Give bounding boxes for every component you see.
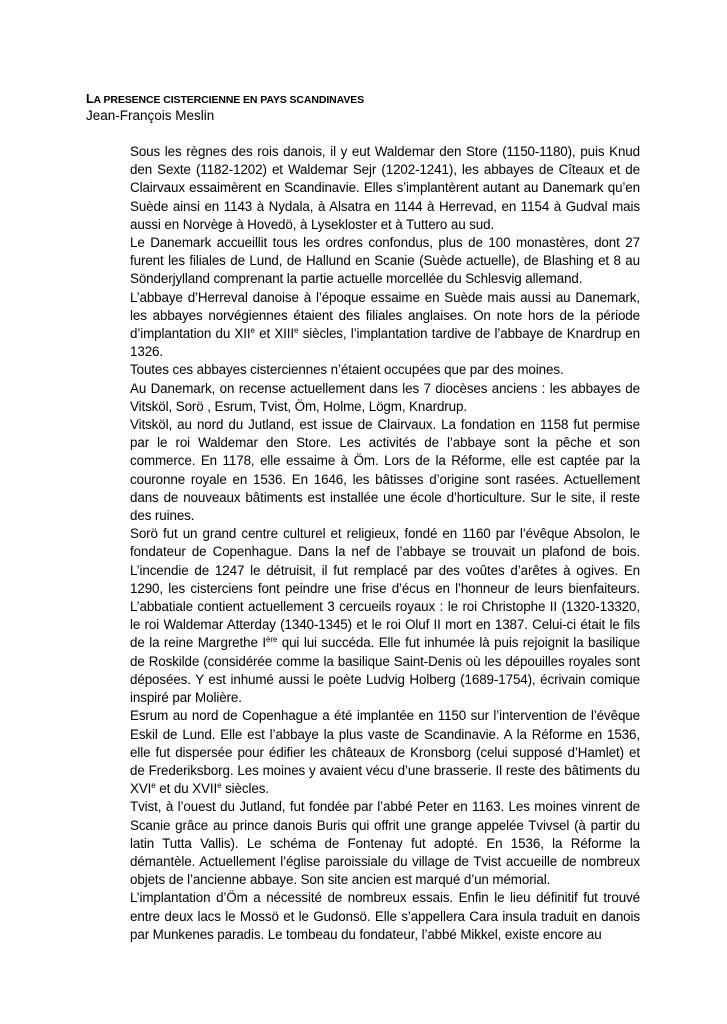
paragraph: Esrum au nord de Copenhague a été implantée en 1150 sur l’intervention de l’évêque Eskil de Lund. Elle est l’abbaye la plus vaste de Scandinavie. A la Réforme en 1536, elle fut dispersée pour édifier les châteaux de Kronsborg (celui supposé d’Hamlet) et de Frederiksborg. Les moines y avaient vécu d’une brasserie. Il reste des bâtiments du XVIe et du XVIIe siècles. [130,708,640,797]
article-body [130,143,640,944]
superscript: e [217,781,222,791]
paragraph: L’abbaye d’Herreval danoise à l’époque essaime en Suède mais aussi au Danemark, les abbayes norvégiennes étaient des filiales anglaises. On note hors de la période d’implantation du XIIe et XIIIe siècles, l’implantation tardive de l’abbaye de Knardrup en 1326. [130,289,640,360]
paragraph: Sous les règnes des rois danois, il y eut Waldemar den Store (1150-1180), puis Knud den Sexte (1182-1202) et Waldemar Sejr (1202-1241), les abbayes de Cîteaux et de Clairvaux essaimèrent en Scandinavie. Elles s’implantèrent autant au Danemark qu’en Suède ainsi en 1143 à Nydala, à Alsatra en 1144 à Herrevad, en 1154 à Gudval mais aussi en Norvège à Hovedö, à Lysekloster et à Tuttero au sud. [130,144,640,232]
paragraph: Sorö fut un grand centre culturel et religieux, fondé en 1160 par l’évêque Absolon, le fondateur de Copenhague. Dans la nef de l’abbaye se trouvait un plafond de bois. L’incendie de 1247 le détruisit, il fut remplacé par des voûtes d’arêtes à ogives. En 1290, les cisterciens font peindre une frise d’écus en l’honneur de leurs bienfaiteurs. L’abbatiale contient actuellement 3 cercueils royaux : le roi Christophe II (1320-13320, le roi Waldemar Atterday (1340-1345) et le roi Oluf II mort en 1387. Celui-ci était le fils de la reine Margrethe Ière qui lui succéda. Elle fut inhumée là puis rejoignit la basilique de Roskilde (considérée comme la basilique Saint-Denis où les dépouilles royales sont déposées. Y est inhumé aussi le poète Ludvig Holberg (1689-1754), écrivain comique inspiré par Molière. [130,526,640,706]
superscript: e [250,326,255,336]
superscript: ère [265,635,278,645]
superscript: e [151,781,156,791]
superscript: e [294,326,299,336]
paragraph: L’implantation d’Öm a nécessité de nombreux essais. Enfin le lieu définitif fut trouvé entre deux lacs le Mossö et le Gudonsö. Elle s’appellera Cara insula traduit en danois par Munkenes paradis. Le tombeau du fondateur, l’abbé Mikkel, existe encore au [130,890,640,942]
paragraph: Au Danemark, on recense actuellement dans les 7 diocèses anciens : les abbayes de Vitsköl, Sorö , Esrum, Tvist, Öm, Holme, Lögm, Knardrup. [130,380,640,414]
title-rest: A PRESENCE CISTERCIENNE EN PAYS SCANDINAVES [93,94,365,106]
paragraph: Vitsköl, au nord du Jutland, est issue de Clairvaux. La fondation en 1158 fut permise par le roi Waldemar den Store. Les activités de l’abbaye sont la pêche et son commerce. En 1178, elle essaime à Öm. Lors de la Réforme, elle est captée par la couronne royale en 1536. En 1646, les bâtisses d’origine sont rasées. Actuellement dans de nouveaux bâtiments est installée une école d’horticulture. Sur le site, il reste des ruines. [130,417,640,524]
document-title [86,91,364,108]
paragraph: Tvist, à l’ouest du Jutland, fut fondée par l’abbé Peter en 1163. Les moines vinrent de Scanie grâce au prince danois Buris qui offrit une grange appelée Tvivsel (à partir du latin Tutta Vallis). Le schéma de Fontenay fut adopté. En 1536, la Réforme la démantèle. Actuellement l’église paroissiale du village de Tvist accueille de nombreux objets de l’ancienne abbaye. Son site ancien est marqué d’un mémorial. [130,799,640,888]
paragraph: Le Danemark accueillit tous les ordres confondus, plus de 100 monastères, dont 27 furent les filiales de Lund, de Hallund en Scanie (Suède actuelle), de Blashing et 8 au Sönderjylland comprenant la partie actuelle morcellée du Schlesvig allemand. [130,235,640,287]
paragraph: Toutes ces abbayes cisterciennes n’étaient occupées que par des moines. [130,362,564,378]
title-initial: L [86,92,94,106]
author-name: Jean-François Meslin [86,108,215,123]
